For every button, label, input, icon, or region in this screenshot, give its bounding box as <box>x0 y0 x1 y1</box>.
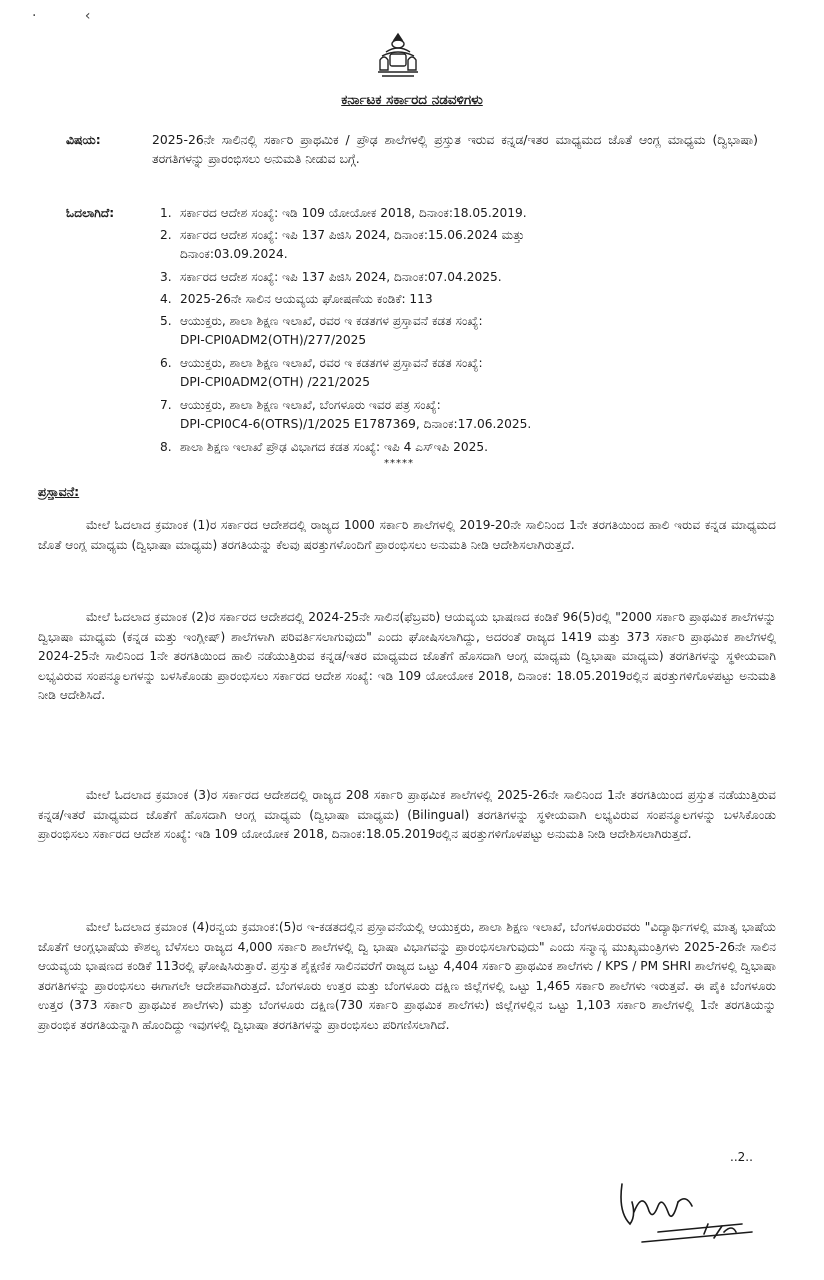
reference-item <box>160 354 760 392</box>
reference-item <box>160 204 760 223</box>
reference-text: ಸರ್ಕಾರದ ಆದೇಶ ಸಂಖ್ಯೆ: ಇಡಿ 109 ಯೋಯೋಕ 2018, ದಿನಾಂಕ:18.05.2019. <box>180 206 527 220</box>
scan-marks: · ‹ <box>32 8 113 24</box>
reference-number: 8. <box>160 440 172 454</box>
reference-number: 1. <box>160 206 172 220</box>
reference-text-continued: DPI-CPI0ADM2(OTH) /221/2025 <box>180 375 371 389</box>
reference-text: ಸರ್ಕಾರದ ಆದೇಶ ಸಂಖ್ಯೆ: ಇಪಿ 137 ಪಿಜಿಸಿ 2024, ದಿನಾಂಕ:07.04.2025. <box>180 270 502 284</box>
signature-image <box>612 1172 762 1252</box>
reference-text: ಆಯುಕ್ತರು, ಶಾಲಾ ಶಿಕ್ಷಣ ಇಲಾಖೆ, ರವರ ಇ ಕಡತಗಳ ಪ್ರಸ್ತಾವನೆ ಕಡತ ಸಂಖ್ಯೆ: <box>180 314 483 328</box>
section-separator: ***** <box>384 458 414 469</box>
reference-text: ಆಯುಕ್ತರು, ಶಾಲಾ ಶಿಕ್ಷಣ ಇಲಾಖೆ, ರವರ ಇ ಕಡತಗಳ ಪ್ರಸ್ತಾವನೆ ಕಡತ ಸಂಖ್ಯೆ: <box>180 356 483 370</box>
reference-text-continued: DPI-CPI0ADM2(OTH)/277/2025 <box>180 333 367 347</box>
reference-item <box>160 268 760 287</box>
reference-number: 4. <box>160 292 172 306</box>
subject-label: ವಿಷಯ: <box>66 132 101 147</box>
references-label: ಓದಲಾಗಿದೆ: <box>66 206 115 220</box>
reference-item <box>160 226 760 264</box>
preamble-label: ಪ್ರಸ್ತಾವನೆ: <box>38 484 80 499</box>
reference-number: 5. <box>160 314 172 328</box>
reference-number: 7. <box>160 398 172 412</box>
preamble-paragraph: ಮೇಲೆ ಓದಲಾದ ಕ್ರಮಾಂಕ (1)ರ ಸರ್ಕಾರದ ಆದೇಶದಲ್ಲಿ ರಾಜ್ಯದ 1000 ಸರ್ಕಾರಿ ಶಾಲೆಗಳಲ್ಲಿ 2019-20ನೇ ಸಾಲಿನಿಂದ 1ನೇ ತರಗತಿಯಿಂದ ಹಾಲಿ ಇರುವ ಕನ್ನಡ ಮಾಧ್ಯಮದ ಜೊತೆ ಆಂಗ್ಲ ಮಾಧ್ಯಮ (ದ್ವಿಭಾಷಾ ಮಾಧ್ಯಮ) ತರಗತಿಯನ್ನು ಕೆಲವು ಷರತ್ತುಗಳೊಂದಿಗೆ ಪ್ರಾರಂಭಿಸಲು ಅನುಮತಿ ನೀಡಿ ಆದೇಶಿಸಲಾಗಿರುತ್ತದೆ. <box>38 518 776 552</box>
reference-text: 2025-26ನೇ ಸಾಲಿನ ಆಯವ್ಯಯ ಘೋಷಣೆಯ ಕಂಡಿಕೆ: 113 <box>180 292 433 306</box>
reference-item <box>160 438 760 457</box>
state-emblem-icon <box>372 30 424 80</box>
reference-number: 3. <box>160 270 172 284</box>
subject-text: 2025-26ನೇ ಸಾಲಿನಲ್ಲಿ ಸರ್ಕಾರಿ ಪ್ರಾಥಮಿಕ / ಪ್ರೌಢ ಶಾಲೆಗಳಲ್ಲಿ ಪ್ರಸ್ತುತ ಇರುವ ಕನ್ನಡ/ಇತರ ಮಾಧ್ಯಮದ ಜೊತೆ ಆಂಗ್ಲ ಮಾಧ್ಯಮ (ದ್ವಿಭಾಷಾ) ತರಗತಿಗಳನ್ನು ಪ್ರಾರಂಭಿಸಲು ಅನುಮತಿ ನೀಡುವ ಬಗ್ಗೆ. <box>152 132 758 166</box>
reference-item <box>160 396 760 434</box>
preamble-paragraph: ಮೇಲೆ ಓದಲಾದ ಕ್ರಮಾಂಕ (3)ರ ಸರ್ಕಾರದ ಆದೇಶದಲ್ಲಿ ರಾಜ್ಯದ 208 ಸರ್ಕಾರಿ ಪ್ರಾಥಮಿಕ ಶಾಲೆಗಳಲ್ಲಿ 2025-26ನೇ ಸಾಲಿನಿಂದ 1ನೇ ತರಗತಿಯಿಂದ ಪ್ರಸ್ತುತ ನಡೆಯುತ್ತಿರುವ ಕನ್ನಡ/ಇತರೆ ಮಾಧ್ಯಮದ ಜೊತೆಗೆ ಹೊಸದಾಗಿ ಆಂಗ್ಲ ಮಾಧ್ಯಮ (ದ್ವಿಭಾಷಾ ಮಾಧ್ಯಮ) (Bilingual) ತರಗತಿಗಳನ್ನು ಸ್ಥಳೀಯವಾಗಿ ಲಭ್ಯವಿರುವ ಸಂಪನ್ಮೂಲಗಳನ್ನು ಬಳಸಿಕೊಂಡು ಪ್ರಾರಂಭಿಸಲು ಸರ್ಕಾರದ ಆದೇಶ ಸಂಖ್ಯೆ: ಇಡಿ 109 ಯೋಯೋಕ 2018, ದಿನಾಂಕ:18.05.2019ರಲ್ಲಿನ ಷರತ್ತುಗಳಿಗೊಳಪಟ್ಟು ಅನುಮತಿ ನೀಡಿ ಆದೇಶಿಸಲಾಗಿರುತ್ತದೆ. <box>38 788 776 842</box>
reference-number: 6. <box>160 356 172 370</box>
reference-item <box>160 290 760 309</box>
preamble-paragraph: ಮೇಲೆ ಓದಲಾದ ಕ್ರಮಾಂಕ (2)ರ ಸರ್ಕಾರದ ಆದೇಶದಲ್ಲಿ 2024-25ನೇ ಸಾಲಿನ(ಫೆಬ್ರವರಿ) ಆಯವ್ಯಯ ಭಾಷಣದ ಕಂಡಿಕೆ 96(5)ರಲ್ಲಿ "2000 ಸರ್ಕಾರಿ ಪ್ರಾಥಮಿಕ ಶಾಲೆಗಳನ್ನು ದ್ವಿಭಾಷಾ ಮಾಧ್ಯಮ (ಕನ್ನಡ ಮತ್ತು ಇಂಗ್ಲೀಷ್) ಶಾಲೆಗಳಾಗಿ ಪರಿವರ್ತಿಸಲಾಗುವುದು" ಎಂದು ಘೋಷಿಸಲಾಗಿದ್ದು, ಅದರಂತೆ ರಾಜ್ಯದ 1419 ಮತ್ತು 373 ಸರ್ಕಾರಿ ಪ್ರಾಥಮಿಕ ಶಾಲೆಗಳಲ್ಲಿ 2024-25ನೇ ಸಾಲಿನಿಂದ 1ನೇ ತರಗತಿಯಿಂದ ಹಾಲಿ ನಡೆಯುತ್ತಿರುವ ಕನ್ನಡ/ಇತರ ಮಾಧ್ಯಮದ ಜೊತೆಗೆ ಹೊಸದಾಗಿ ಆಂಗ್ಲ ಮಾಧ್ಯಮ (ದ್ವಿಭಾಷಾ ಮಾಧ್ಯಮ) ತರಗತಿಗಳನ್ನು ಸ್ಥಳೀಯವಾಗಿ ಲಭ್ಯವಿರುವ ಸಂಪನ್ಮೂಲಗಳನ್ನು ಬಳಸಿಕೊಂಡು ಪ್ರಾರಂಭಿಸಲು ಸರ್ಕಾರದ ಆದೇಶ ಸಂಖ್ಯೆ: ಇಡಿ 109 ಯೋಯೋಕ 2018, ದಿನಾಂಕ: 18.05.2019ರಲ್ಲಿನ ಷರತ್ತುಗಳಿಗೊಳಪಟ್ಟು ಅನುಮತಿ ನೀಡಿ ಆದೇಶಿಸಿದೆ. <box>38 610 776 703</box>
document-title: ಕರ್ನಾಟಕ ಸರ್ಕಾರದ ನಡವಳಿಗಳು <box>341 92 483 108</box>
preamble-paragraph: ಮೇಲೆ ಓದಲಾದ ಕ್ರಮಾಂಕ (4)ರನ್ವಯ ಕ್ರಮಾಂಕ:(5)ರ ಇ-ಕಡತದಲ್ಲಿನ ಪ್ರಸ್ತಾವನೆಯಲ್ಲಿ ಆಯುಕ್ತರು, ಶಾಲಾ ಶಿಕ್ಷಣ ಇಲಾಖೆ, ಬೆಂಗಳೂರುರವರು "ವಿದ್ಯಾರ್ಥಿಗಳಲ್ಲಿ ಮಾತೃ ಭಾಷೆಯ ಜೊತೆಗೆ ಆಂಗ್ಲಭಾಷೆಯ ಕೌಶಲ್ಯ ಬೆಳೆಸಲು ರಾಜ್ಯದ 4,000 ಸರ್ಕಾರಿ ಶಾಲೆಗಳಲ್ಲಿ ದ್ವಿ ಭಾಷಾ ವಿಭಾಗವನ್ನು ಪ್ರಾರಂಭಿಸಲಾಗುವುದು" ಎಂದು ಸನ್ಮಾನ್ಯ ಮುಖ್ಯಮಂತ್ರಿಗಳು 2025-26ನೇ ಸಾಲಿನ ಆಯವ್ಯಯ ಭಾಷಣದ ಕಂಡಿಕೆ 113ರಲ್ಲಿ ಘೋಷಿಸಿರುತ್ತಾರೆ. ಪ್ರಸ್ತುತ ಶೈಕ್ಷಣಿಕ ಸಾಲಿನವರೆಗೆ ರಾಜ್ಯದ ಒಟ್ಟು 4,404 ಸರ್ಕಾರಿ ಪ್ರಾಥಮಿಕ ಶಾಲೆಗಳು / KPS / PM SHRI ಶಾಲೆಗಳಲ್ಲಿ ದ್ವಿಭಾಷಾ ತರಗತಿಗಳನ್ನು ಪ್ರಾರಂಭಿಸಲು ಈಗಾಗಲೇ ಆದೇಶವಾಗಿರುತ್ತದೆ. ಬೆಂಗಳೂರು ಉತ್ತರ ಮತ್ತು ಬೆಂಗಳೂರು ದಕ್ಷಿಣ ಜಿಲ್ಲೆಗಳಲ್ಲಿ ಒಟ್ಟು 1,465 ಸರ್ಕಾರಿ ಶಾಲೆಗಳು ಇರುತ್ತವೆ. ಈ ಪೈಕಿ ಬೆಂಗಳೂರು ಉತ್ತರ (373 ಸರ್ಕಾರಿ ಪ್ರಾಥಮಿಕ ಶಾಲೆಗಳು) ಮತ್ತು ಬೆಂಗಳೂರು ದಕ್ಷಿಣ(730 ಸರ್ಕಾರಿ ಪ್ರಾಥಮಿಕ ಶಾಲೆಗಳು) ಜಿಲ್ಲೆಗಳಲ್ಲಿನ ಒಟ್ಟು 1,103 ಸರ್ಕಾರಿ ಶಾಲೆಗಳಲ್ಲಿ 1ನೇ ತರಗತಿಯನ್ನು ಪ್ರಾರಂಭಿಕ ತರಗತಿಯನ್ನಾಗಿ ಹೊಂದಿದ್ದು ಇವುಗಳಲ್ಲಿ ದ್ವಿಭಾಷಾ ತರಗತಿಗಳನ್ನು ಪ್ರಾರಂಭಿಸಲು ಪರಿಗಣಿಸಲಾಗಿದೆ. <box>38 920 776 1032</box>
reference-number: 2. <box>160 228 172 242</box>
reference-text: ಆಯುಕ್ತರು, ಶಾಲಾ ಶಿಕ್ಷಣ ಇಲಾಖೆ, ಬೆಂಗಳೂರು ಇವರ ಪತ್ರ ಸಂಖ್ಯೆ: <box>180 398 441 412</box>
reference-item <box>160 312 760 350</box>
page-number: ..2.. <box>730 1150 753 1164</box>
reference-text: ಸರ್ಕಾರದ ಆದೇಶ ಸಂಖ್ಯೆ: ಇಪಿ 137 ಪಿಜಿಸಿ 2024, ದಿನಾಂಕ:15.06.2024 ಮತ್ತು <box>180 228 525 242</box>
reference-text: ಶಾಲಾ ಶಿಕ್ಷಣ ಇಲಾಖೆ ಪ್ರೌಢ ವಿಭಾಗದ ಕಡತ ಸಂಖ್ಯೆ: ಇಪಿ 4 ಎಸ್‌ಇಪಿ 2025. <box>180 440 489 454</box>
reference-text-continued: DPI-CPI0C4-6(OTRS)/1/2025 E1787369, ದಿನಾಂಕ:17.06.2025. <box>180 417 532 431</box>
reference-text-continued: ದಿನಾಂಕ:03.09.2024. <box>180 247 288 261</box>
